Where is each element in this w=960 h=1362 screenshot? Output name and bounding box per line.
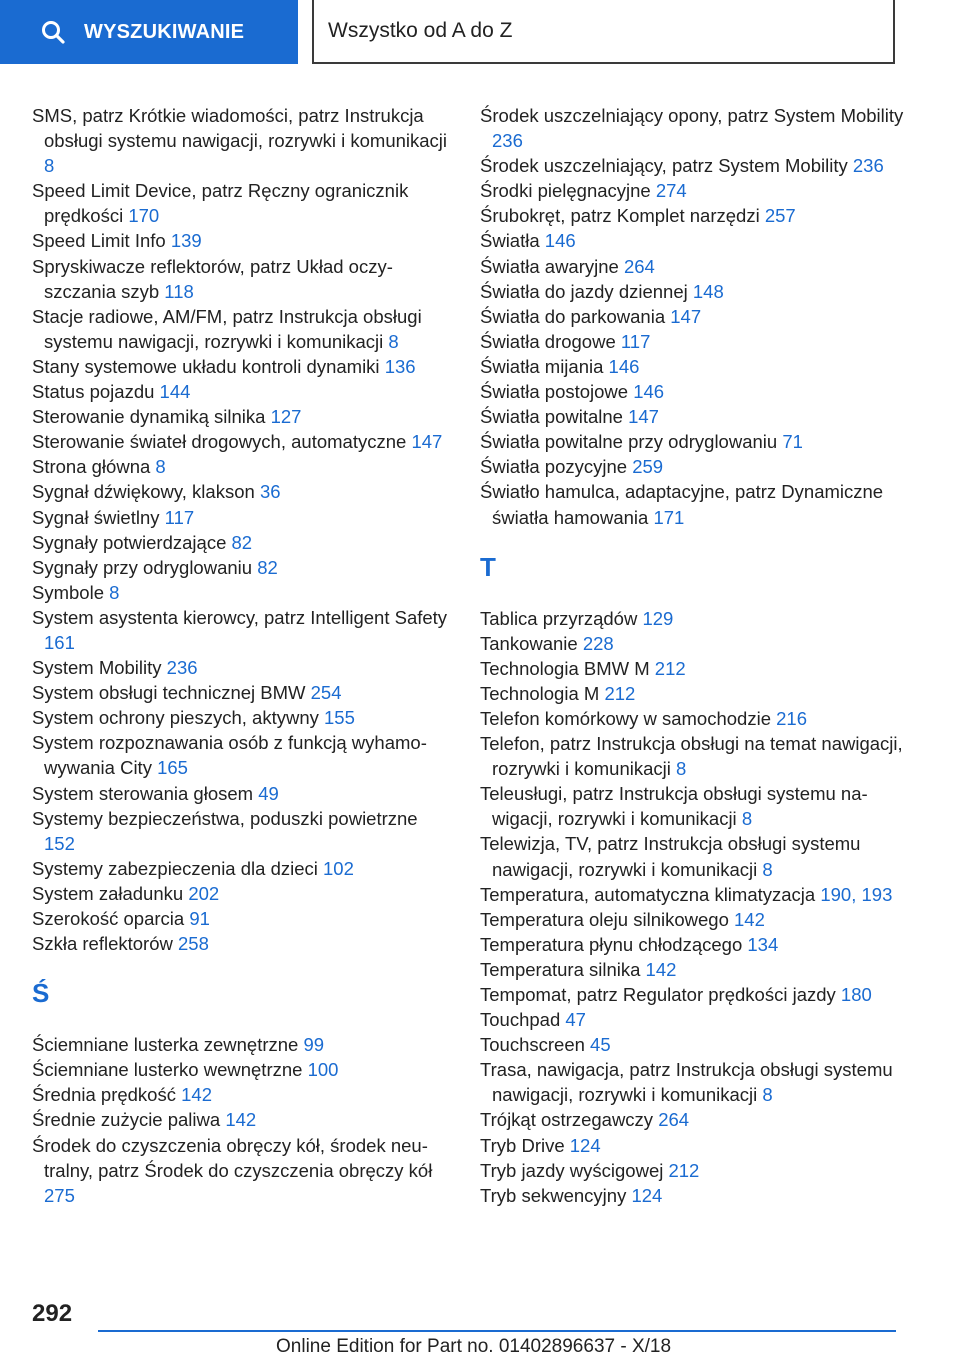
index-entry-text: System asystenta kierowcy, patrz Intelligent Safety — [32, 606, 448, 628]
a-to-z-tab-label: Wszystko od A do Z — [328, 19, 513, 42]
index-entry — [32, 254, 452, 304]
page-reference-link[interactable]: 264 — [623, 255, 655, 277]
index-entry — [480, 1133, 910, 1158]
index-entry-text: System ochrony pieszych, aktywny — [32, 707, 324, 729]
page-reference-link[interactable]: 170 — [128, 205, 160, 227]
page-reference-link[interactable]: 264 — [658, 1109, 690, 1131]
index-entry-text: System sterowania głosem — [32, 782, 259, 804]
page-reference-link[interactable]: 99 — [303, 1034, 325, 1056]
index-entry-text: Światła powitalne przy odryglowaniu — [480, 431, 783, 453]
index-entry-text: Spryskiwacze reflektorów, patrz Układ oczyszczania szyb — [32, 255, 393, 302]
page-reference-link[interactable]: 142 — [225, 1109, 257, 1131]
page-reference-link[interactable]: 100 — [307, 1059, 339, 1081]
index-entry — [480, 479, 910, 529]
index-entry-text: Światła mijania — [480, 355, 609, 377]
page-reference-link[interactable]: 152 — [44, 832, 75, 854]
index-entry — [480, 254, 910, 279]
index-entry-text: Środek uszczelniający opony, patrz System Mobility — [480, 105, 904, 126]
page-reference-link[interactable]: 146 — [633, 381, 665, 403]
page-reference-link[interactable]: 45 — [590, 1034, 611, 1056]
index-entry-text: Sygnał świetlny — [32, 506, 165, 528]
index-entry-text: Touchpad — [480, 1009, 566, 1031]
index-entry — [480, 781, 910, 831]
index-entry-text: Środki pielęgnacyjne — [480, 180, 656, 202]
index-entry — [32, 1032, 452, 1057]
index-entry-text: Tempomat, patrz Regulator prędkości jazdy — [480, 984, 841, 1005]
page-reference-link[interactable]: 142 — [645, 958, 677, 980]
index-entry — [32, 178, 452, 228]
index-entry-text: Technologia BMW M — [480, 657, 655, 679]
index-entry-text: Sterowanie świateł drogowych, automatyczne — [32, 431, 412, 453]
page-reference-link[interactable]: 102 — [323, 857, 354, 879]
index-entry — [480, 882, 910, 907]
page-reference-link[interactable]: 142 — [734, 908, 765, 930]
page-reference-link[interactable]: 129 — [642, 607, 674, 629]
index-letter-heading: T — [480, 551, 496, 582]
page-reference-link[interactable]: 8 — [109, 581, 120, 603]
index-entry — [32, 580, 452, 605]
page-reference-link[interactable]: 117 — [164, 506, 195, 528]
index-entry — [480, 606, 910, 631]
page-reference-link[interactable]: 212 — [668, 1159, 700, 1181]
index-entry-text: Tablica przyrządów — [480, 607, 643, 629]
index-entry-text: Telefon, patrz Instrukcja obsługi na temat nawigacji, rozrywki i komunikacji — [480, 733, 903, 780]
page-reference-link[interactable]: 257 — [764, 205, 796, 227]
page-reference-link[interactable]: 136 — [384, 355, 416, 377]
index-entry-text: Sygnały przy odryglowaniu — [32, 556, 258, 578]
index-entry — [480, 656, 910, 681]
index-entry-text: Temperatura płynu chłodzącego — [480, 933, 748, 955]
index-column-right — [480, 103, 910, 1208]
index-entry-text: Trasa, nawigacja, patrz Instrukcja obsługi systemu nawigacji, rozrywki i komunikacji — [480, 1059, 893, 1106]
index-entry — [32, 103, 452, 178]
index-entry-text: Tankowanie — [480, 632, 583, 654]
index-entry — [32, 479, 452, 504]
index-entry — [480, 957, 910, 982]
index-entry — [480, 153, 910, 178]
index-entry — [32, 856, 452, 881]
index-entry — [32, 881, 452, 906]
index-letter-heading: Ś — [32, 978, 50, 1009]
page-reference-link[interactable]: 82 — [257, 556, 278, 578]
index-entry — [32, 304, 452, 354]
index-entry-text: Symbole — [32, 581, 110, 603]
page-reference-link[interactable]: 165 — [157, 757, 188, 779]
page-number: 292 — [32, 1300, 73, 1327]
index-entry — [480, 1032, 910, 1057]
page-reference-link[interactable]: 212 — [654, 657, 686, 679]
page-reference-link[interactable]: 236 — [166, 657, 198, 679]
page-reference-link[interactable]: 161 — [44, 631, 75, 653]
page-reference-link[interactable]: 49 — [258, 782, 279, 804]
page-reference-link[interactable]: 228 — [582, 632, 614, 654]
index-entry-text: Światła do jazdy dziennej — [480, 280, 693, 302]
index-entry-text: Szerokość oparcia — [32, 908, 190, 929]
index-entry — [32, 1057, 452, 1082]
page-reference-link[interactable]: 236 — [492, 130, 523, 152]
page-reference-link[interactable]: 216 — [776, 707, 808, 729]
page-reference-link[interactable]: 82 — [231, 531, 253, 553]
index-entry-text: Tryb Drive — [480, 1134, 570, 1156]
index-entry — [480, 404, 910, 429]
page-reference-link[interactable]: 134 — [747, 933, 779, 955]
page-reference-link[interactable]: 36 — [259, 481, 281, 503]
index-entry-text: Światła — [480, 230, 545, 252]
index-entry-text: Touchscreen — [480, 1034, 591, 1056]
footer-divider — [98, 1330, 896, 1332]
index-entry-text: Tryb sekwencyjny — [480, 1184, 632, 1206]
page-reference-link[interactable]: 258 — [178, 933, 209, 955]
index-entry — [32, 680, 452, 705]
page-reference-link[interactable]: 8 — [155, 456, 166, 478]
index-entry — [480, 454, 910, 479]
index-entry-text: Temperatura, automatyczna klimatyzacja — [480, 883, 821, 905]
index-entry — [32, 906, 452, 931]
index-entry-text: Ściemniane lusterko wewnętrzne — [32, 1059, 308, 1081]
page-reference-link[interactable]: 47 — [565, 1009, 586, 1031]
page-reference-link[interactable]: 254 — [310, 682, 342, 704]
index-entry — [480, 706, 910, 731]
index-entry — [480, 1007, 910, 1032]
index-entry — [480, 681, 910, 706]
index-entry — [32, 781, 452, 806]
index-entry-text: Telefon komórkowy w samochodzie — [480, 707, 777, 729]
index-entry-text: Technologia M — [480, 682, 605, 704]
index-entry — [32, 705, 452, 730]
index-entry-text: Światło hamulca, adaptacyjne, patrz Dynamiczne światła hamowania — [480, 481, 884, 528]
search-tab[interactable] — [0, 0, 298, 64]
page-reference-link[interactable]: 236 — [852, 155, 884, 177]
index-entry-text: Trójkąt ostrzegawczy — [480, 1109, 659, 1131]
index-entry — [32, 730, 452, 780]
page-reference-link[interactable]: 8 — [762, 858, 773, 880]
index-entry — [32, 1082, 452, 1107]
edition-info: Online Edition for Part no. 01402896637 - X/18 — [276, 1336, 672, 1357]
index-entry — [32, 1107, 452, 1132]
index-entry — [32, 530, 452, 555]
index-entry — [32, 1133, 452, 1208]
page-reference-link[interactable]: 144 — [159, 381, 191, 403]
page-reference-link[interactable]: 275 — [44, 1184, 75, 1206]
index-entry — [32, 806, 452, 856]
index-entry-text: Systemy bezpieczeństwa, poduszki powietrzne — [32, 807, 418, 829]
index-entry — [32, 605, 452, 655]
index-entry-text: Średnie zużycie paliwa — [32, 1109, 226, 1131]
index-column-left — [32, 103, 452, 1208]
index-entry — [480, 982, 910, 1007]
header — [0, 0, 960, 66]
index-entry — [480, 279, 910, 304]
search-tab-label: WYSZUKIWANIE — [84, 20, 245, 43]
index-entry-text: Speed Limit Info — [32, 230, 171, 252]
page-reference-link[interactable]: 155 — [324, 707, 355, 729]
index-entry — [480, 354, 910, 379]
index-entry — [480, 631, 910, 656]
index-entry-text: Telewizja, TV, patrz Instrukcja obsługi systemu nawigacji, rozrywki i komunikacji — [480, 833, 861, 880]
index-entry — [480, 103, 910, 153]
index-entry-text: Sterowanie dynamiką silnika — [32, 406, 271, 428]
index-entry — [480, 178, 910, 203]
index-entry-text: System obsługi technicznej BMW — [32, 682, 311, 704]
index-entry — [480, 203, 910, 228]
index-entry-text: Średnia prędkość — [32, 1084, 182, 1106]
page-reference-link[interactable]: 127 — [270, 406, 302, 428]
page-reference-link[interactable]: 259 — [632, 456, 664, 478]
page-reference-link[interactable]: 8 — [762, 1084, 773, 1106]
index-entry — [480, 731, 910, 781]
index-entry-text: SMS, patrz Krótkie wiadomości, patrz Instrukcja obsługi systemu nawigacji, rozrywki i komunikacji — [32, 105, 448, 152]
index-entry-text: Światła powitalne — [480, 406, 629, 428]
page-reference-link[interactable]: 124 — [569, 1134, 601, 1156]
page-reference-link[interactable]: 8 — [741, 808, 753, 830]
page-reference-link[interactable]: 71 — [782, 431, 803, 453]
index-entry-text: Tryb jazdy wyścigowej — [480, 1159, 669, 1181]
index-entry-text: Temperatura silnika — [480, 958, 646, 980]
index-entry — [480, 1057, 910, 1107]
index-entry-text: System Mobility — [32, 657, 167, 679]
index-entry — [480, 831, 910, 881]
index-entry-text: Teleusługi, patrz Instrukcja obsługi systemu nawigacji, rozrywki i komunikacji — [480, 783, 868, 830]
index-entry — [480, 228, 910, 253]
search-icon — [40, 19, 66, 45]
index-entry — [480, 1183, 910, 1208]
page-reference-link[interactable]: 148 — [692, 280, 724, 302]
index-entry-text: Speed Limit Device, patrz Ręczny ogranicznik prędkości — [32, 180, 409, 227]
index-entry — [32, 228, 452, 253]
index-entry — [480, 329, 910, 354]
index-entry — [32, 379, 452, 404]
page-reference-link[interactable]: 146 — [608, 355, 640, 377]
index-entry — [32, 429, 452, 454]
index-entry-text: Środek uszczelniający, patrz System Mobility — [480, 155, 853, 177]
index-entry-text: Światła postojowe — [480, 381, 634, 403]
index-entry — [480, 907, 910, 932]
index-entry-text: Stany systemowe układu kontroli dynamiki — [32, 355, 385, 377]
index-entry-text: System załadunku — [32, 882, 189, 904]
index-entry — [32, 505, 452, 530]
page-reference-link[interactable]: 118 — [164, 280, 194, 302]
page-reference-link[interactable]: 202 — [188, 882, 220, 904]
page-reference-link[interactable]: 180 — [840, 984, 872, 1005]
index-entry-text: Sygnał dźwiękowy, klakson — [32, 481, 260, 503]
index-entry — [480, 1158, 910, 1183]
page-reference-link[interactable]: 117 — [620, 330, 651, 352]
index-entry-text: Światła awaryjne — [480, 255, 624, 277]
index-entry — [32, 404, 452, 429]
index-entry-text: Systemy zabezpieczenia dla dzieci — [32, 857, 324, 879]
index-entry-text: Światła pozycyjne — [480, 456, 633, 478]
page-reference-link[interactable]: 142 — [181, 1084, 212, 1106]
index-entry-text: Strona główna — [32, 456, 156, 478]
page-reference-link[interactable]: 139 — [170, 230, 202, 252]
index-entry — [480, 429, 910, 454]
page-reference-link[interactable]: 8 — [44, 155, 55, 177]
index-entry — [480, 1107, 910, 1132]
index-entry — [480, 304, 910, 329]
index-entry-text: Światła do parkowania — [480, 305, 671, 327]
index-entry-text: Szkła reflektorów — [32, 933, 178, 955]
index-entry-text: Środek do czyszczenia obręczy kół, środek neutralny, patrz Środek do czyszczenia obręczy kół — [32, 1134, 433, 1181]
index-entry-text: Śrubokręt, patrz Komplet narzędzi — [480, 205, 765, 227]
page-reference-link[interactable]: 274 — [655, 180, 687, 202]
page-reference-link[interactable]: 171 — [653, 506, 685, 528]
index-entry — [32, 655, 452, 680]
page-reference-link[interactable]: 147 — [670, 305, 702, 327]
index-entry-text: Światła drogowe — [480, 330, 621, 352]
page-reference-link[interactable]: 8 — [676, 758, 687, 780]
index-entry — [480, 379, 910, 404]
page-reference-link[interactable]: 147 — [411, 431, 443, 453]
index-entry-text: Sygnały potwierdzające — [32, 531, 232, 553]
index-entry-text: Temperatura oleju silnikowego — [480, 908, 734, 930]
page-reference-link[interactable]: 147 — [628, 406, 659, 428]
page-reference-link[interactable]: 146 — [544, 230, 576, 252]
page-reference-link[interactable]: 124 — [631, 1184, 663, 1206]
index-entry — [32, 931, 452, 956]
a-to-z-tab[interactable] — [312, 0, 895, 64]
page-reference-link[interactable]: 190, 193 — [820, 883, 893, 905]
index-entry-text: System rozpoznawania osób z funkcją wyhamowywania City — [32, 732, 427, 779]
page-reference-link[interactable]: 212 — [604, 682, 636, 704]
index-entry-text: Ściemniane lusterka zewnętrzne — [32, 1034, 304, 1056]
index-entry — [32, 454, 452, 479]
index-entry-text: Stacje radiowe, AM/FM, patrz Instrukcja obsługi systemu nawigacji, rozrywki i komunikacji — [32, 305, 422, 352]
index-entry-text: Status pojazdu — [32, 381, 160, 403]
index-entry — [480, 932, 910, 957]
page-reference-link[interactable]: 8 — [388, 330, 399, 352]
page-reference-link[interactable]: 91 — [189, 908, 210, 929]
index-entry — [32, 354, 452, 379]
index-entry — [32, 555, 452, 580]
